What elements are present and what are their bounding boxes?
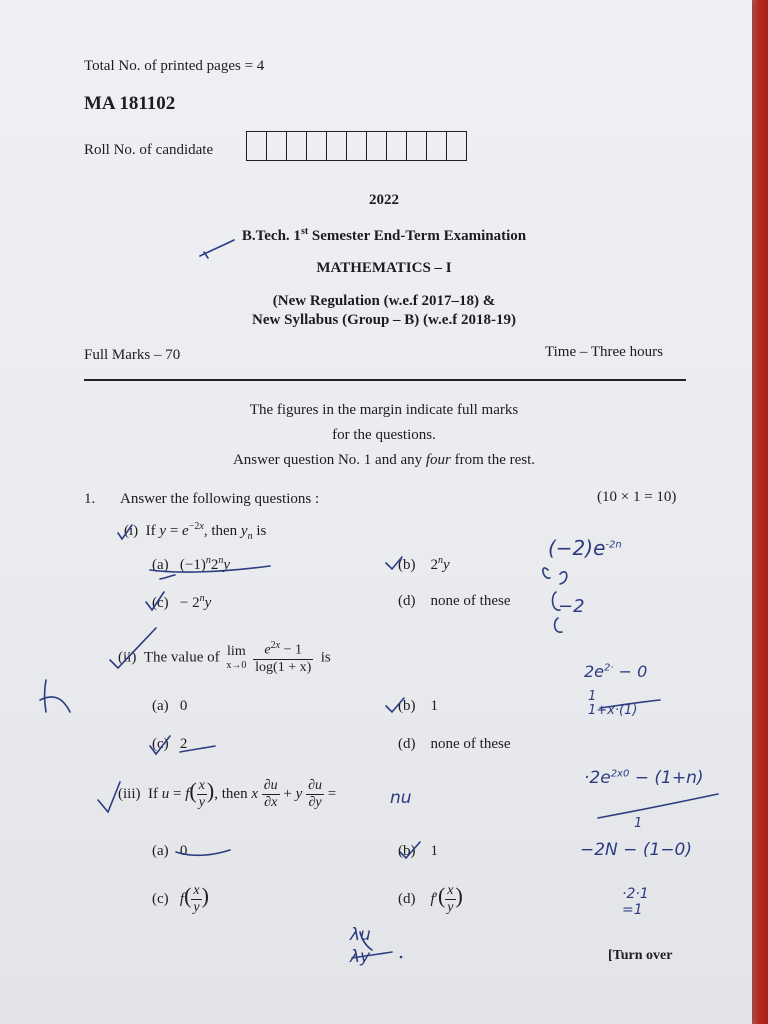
part-i-option-b: (b) 2$^n$y (398, 555, 450, 573)
part-i-stem: (i) If $y = e^{-2x}$, then $y_n$ is (124, 521, 267, 542)
option-label: (d) (398, 593, 416, 609)
part-label: (ii) (118, 649, 137, 666)
option-text: none of these (430, 736, 511, 752)
option-text: none of these (430, 593, 511, 609)
handwritten-note: 1 (634, 816, 643, 831)
stem-suffix: is (320, 649, 331, 666)
regulation-line1: (New Regulation (w.e.f 2017–18) & (272, 293, 496, 309)
instruction-line3: Answer question No. 1 and any four from the rest. (232, 452, 536, 468)
option-text: 0 (179, 698, 188, 714)
part-i-option-c: $(c) - 2^ny$ (152, 593, 212, 611)
question-number: 1. (84, 491, 96, 507)
question-prompt: Answer the following questions : (120, 491, 320, 507)
handwritten-note: $2e^{2\cdot} - 0$ (584, 662, 648, 681)
stem-prefix: The value of (143, 649, 220, 666)
handwritten-note: −2 (558, 596, 585, 617)
exam-title: B.Tech. 1st Semester End-Term Examination (241, 226, 527, 244)
regulation-line2: New Syllabus (Group – B) (w.e.f 2018-19) (252, 312, 516, 328)
part-iii-option-c: (c) f( $\frac{x}{y}$ ) (152, 883, 209, 916)
option-label: (d) (398, 736, 416, 752)
option-text: 0 (179, 843, 188, 859)
subject-title: MATHEMATICS – I (316, 260, 452, 276)
turn-over-note: [Turn over (608, 948, 673, 963)
printed-pages: Total No. of printed pages = 4 (84, 58, 265, 74)
handwritten-note: $\cdot 2e^{2x0} - (1+n)$ (584, 768, 704, 788)
handwritten-note: −2N − (1−0) (580, 840, 692, 860)
option-label: (b) (398, 843, 416, 859)
option-label: (c) (152, 736, 169, 752)
limit-text: lim (227, 644, 246, 660)
option-label: (a) (152, 843, 169, 859)
handwritten-note: $(-2)e^{-2n}$ (548, 536, 622, 560)
fraction-denominator: log(1 + x) (255, 659, 312, 675)
question-marks: (10 × 1 = 10) (597, 489, 677, 505)
handwritten-note: 1 1+x·(1) (588, 689, 638, 718)
limit-subscript: x→0 (226, 660, 247, 672)
option-label: (b) (398, 698, 416, 714)
exam-time: Time – Three hours (545, 344, 663, 360)
option-text: 1 (430, 698, 438, 714)
instruction-line1: The figures in the margin indicate full marks (249, 402, 519, 418)
part-i-option-a: (a) $(-1)^n2^ny$ (152, 555, 231, 573)
part-iii-option-d: (d) f′( $\frac{x}{y}$ ) (398, 883, 463, 916)
fraction-numerator: $e^{2x} - 1$ (253, 640, 313, 660)
roll-label: Roll No. of candidate (84, 142, 214, 158)
handwritten-note: ·2·1 =1 (622, 886, 649, 918)
part-iii-stem: (iii) If u = f( $\frac{x}{y}$ ), then x $\frac{\partial u}{\partial x}$ + y $\frac{\partial u}{\partial y}$ = (118, 778, 337, 811)
full-marks: Full Marks – 70 (84, 347, 181, 363)
option-text: 2 (179, 736, 188, 752)
instruction-line2: for the questions. (332, 427, 436, 443)
handwritten-note: nu (390, 788, 412, 808)
option-text: 1 (430, 843, 438, 859)
course-code: MA 181102 (84, 93, 176, 114)
option-label: (a) (152, 698, 169, 714)
handwritten-note: λu λy (350, 925, 371, 967)
exam-year: 2022 (369, 192, 399, 208)
